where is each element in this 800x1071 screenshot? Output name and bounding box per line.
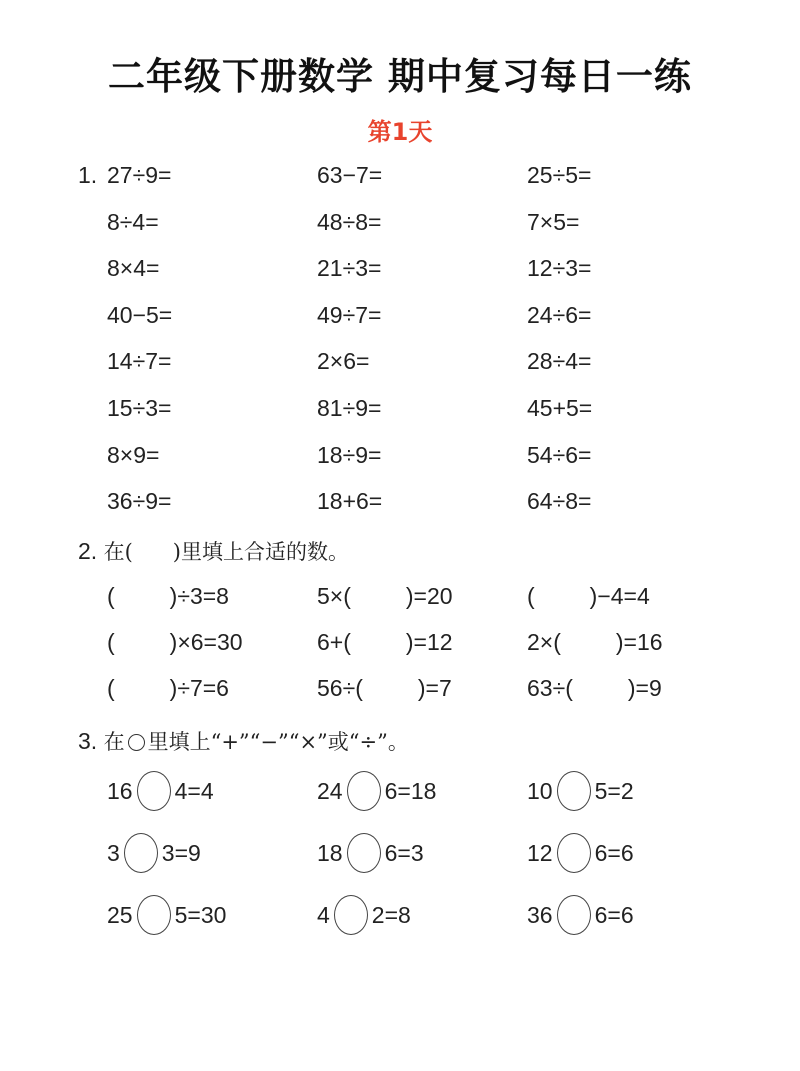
q2-problem-right: )=12: [405, 629, 453, 655]
q2-problem-left: 56÷(: [317, 675, 363, 701]
q1-problem: 12÷3=: [527, 255, 592, 282]
q3-problem: [107, 835, 201, 875]
q1-problem: 7×5=: [527, 208, 580, 235]
q2-problem: [527, 629, 663, 656]
q2-problem-right: )=9: [627, 675, 662, 701]
q2-problem-right: )×6=30: [169, 629, 243, 655]
q3-right-side: 6=6: [594, 840, 634, 867]
q3-problem: [317, 835, 424, 875]
q2-problem-right: )−4=4: [589, 583, 650, 609]
q2-problem-left: 5×(: [317, 583, 351, 609]
q2-problem: [527, 583, 650, 610]
q2-problem: [317, 629, 453, 656]
q1-problem: 27÷9=: [107, 162, 172, 188]
q3-problem: [527, 835, 634, 875]
q2-problem-left: 63÷(: [527, 675, 573, 701]
q1-problem: 8÷4=: [107, 208, 159, 235]
worksheet-title: 二年级下册数学 期中复习每日一练: [108, 55, 692, 98]
q1-problem: 8×4=: [107, 255, 160, 282]
q1-problem: 18+6=: [317, 488, 383, 515]
q2-problem-right: )÷3=8: [169, 583, 229, 609]
q3-left-operand: 36: [527, 902, 553, 929]
q1-problem: 45+5=: [527, 395, 593, 421]
q3-left-operand: 12: [527, 840, 553, 867]
q1-problem: 54÷6=: [527, 441, 592, 468]
q3-left-operand: 10: [527, 778, 553, 805]
q2-problem-right: )=20: [405, 583, 453, 609]
q1-problem: 14÷7=: [107, 348, 172, 375]
q2-problem-right: )÷7=6: [169, 675, 229, 701]
q1-problem: 36÷9=: [107, 488, 172, 515]
q3-prompt-pre: 在: [103, 730, 125, 754]
q3-left-operand: 24: [317, 778, 343, 805]
operator-circle[interactable]: [557, 833, 591, 873]
q2-problem: [527, 675, 662, 702]
q3-left-operand: 18: [317, 840, 343, 867]
q2-problem-right: )=16: [615, 629, 663, 655]
operator-circle[interactable]: [347, 833, 381, 873]
q2-problem-left: 2×(: [527, 629, 561, 655]
q2-problem-left: (: [107, 675, 115, 701]
operator-circle[interactable]: [347, 771, 381, 811]
q3-problem: [317, 773, 436, 813]
q2-problem: [317, 583, 453, 610]
q2-problem-left: 6+(: [317, 629, 351, 655]
q1-problem: 18÷9=: [317, 441, 382, 468]
q1-problem: 24÷6=: [527, 301, 592, 328]
q3-problem: [107, 897, 226, 937]
q3-right-side: 2=8: [371, 902, 411, 929]
q3-problem: [527, 773, 634, 813]
q3-left-operand: 16: [107, 778, 133, 805]
q3-right-side: 6=18: [384, 778, 437, 805]
q2-prompt-pre: 在(: [103, 540, 133, 564]
q3-problem: [527, 897, 634, 937]
q1-problem: 81÷9=: [317, 395, 382, 421]
q2-problem-left: (: [107, 583, 115, 609]
q1-problem: 40−5=: [107, 301, 173, 328]
q2-problem: [107, 583, 229, 610]
q3-heading: [78, 726, 409, 756]
q1-problem: 49÷7=: [317, 301, 382, 328]
q2-problem-right: )=7: [417, 675, 452, 701]
q1-problem: 2×6=: [317, 348, 370, 375]
operator-circle[interactable]: [137, 771, 171, 811]
operator-circle[interactable]: [137, 895, 171, 935]
q2-prompt-post: )里填上合适的数。: [172, 540, 349, 564]
q3-right-side: 5=2: [594, 778, 634, 805]
q2-problem: [317, 675, 452, 702]
q3-problem: [107, 773, 214, 813]
q2-problem-left: (: [107, 629, 115, 655]
q3-left-operand: 25: [107, 902, 133, 929]
q2-heading: [78, 536, 349, 566]
q1-problem: 63−7=: [317, 162, 383, 188]
q1-problem: 25÷5=: [527, 162, 592, 188]
q3-right-side: 3=9: [161, 840, 201, 867]
q2-problem: [107, 629, 243, 656]
operator-circle[interactable]: [557, 771, 591, 811]
q1-problem: 64÷8=: [527, 488, 592, 515]
operator-circle[interactable]: [124, 833, 158, 873]
q3-prompt-post: 里填上“+”“−”“×”或“÷”。: [147, 730, 409, 754]
q3-right-side: 4=4: [174, 778, 214, 805]
q2-problem-left: (: [527, 583, 535, 609]
day-label: 第1天: [367, 118, 433, 146]
q1-problem: 8×9=: [107, 441, 160, 468]
circle-icon: [128, 734, 145, 751]
q3-problem: [317, 897, 411, 937]
q3-left-operand: 3: [107, 840, 120, 867]
operator-circle[interactable]: [334, 895, 368, 935]
q1-problem: 15÷3=: [107, 395, 172, 421]
q1-problem: 28÷4=: [527, 348, 592, 375]
q2-problem: [107, 675, 229, 702]
q3-right-side: 6=3: [384, 840, 424, 867]
q3-right-side: 5=30: [174, 902, 227, 929]
q1-number: 1.: [78, 162, 98, 188]
q1-problem: 21÷3=: [317, 255, 382, 282]
q2-number: 2.: [78, 538, 98, 564]
q3-left-operand: 4: [317, 902, 330, 929]
q3-number: 3.: [78, 728, 98, 754]
q3-right-side: 6=6: [594, 902, 634, 929]
q1-problem: 48÷8=: [317, 208, 382, 235]
operator-circle[interactable]: [557, 895, 591, 935]
